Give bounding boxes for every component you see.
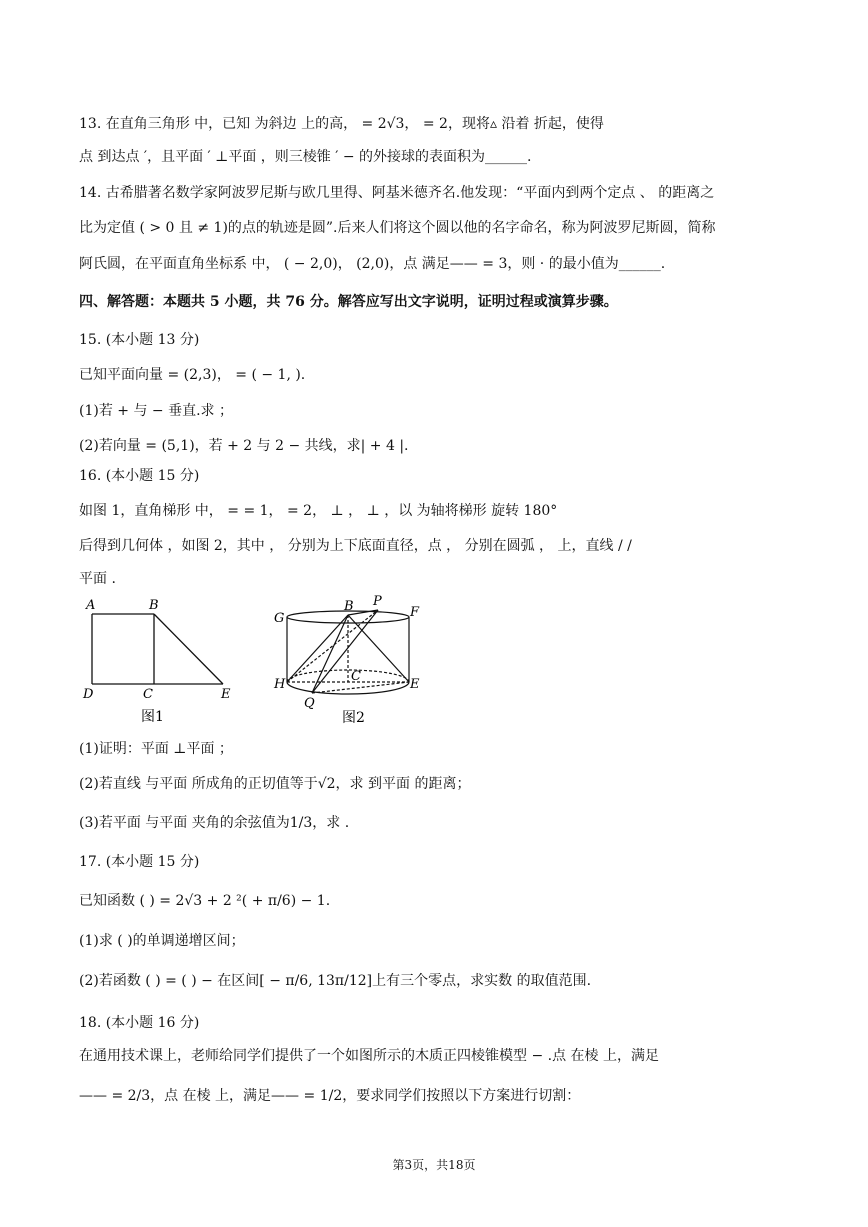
q14-line-3: 阿氏圆，在平面直角坐标系 中， ( − 2,0)， (2,0)，点 满足—— = 3，则 · 的最小值为______. bbox=[79, 256, 666, 272]
page-footer: 第3页，共18页 bbox=[392, 1158, 476, 1172]
q14-line-2: 比为定值 ( > 0 且 ≠ 1)的点的轨迹是圆”.后来人们将这个圆以他的名字命名，称为阿波罗尼斯圆，简称 bbox=[79, 220, 716, 236]
fig1-label-e: E bbox=[221, 687, 231, 702]
section-4-heading: 四、解答题：本题共 5 小题，共 76 分。解答应写出文字说明，证明过程或演算步骤。 bbox=[79, 294, 618, 310]
fig1-label-c: C bbox=[143, 687, 153, 702]
fig2-label-b: B bbox=[344, 599, 354, 614]
q16-stem-2: 后得到几何体 ，如图 2，其中 ， 分别为上下底面直径，点 ， 分别在圆弧 ， 上，直线 / / bbox=[79, 538, 632, 554]
q16-part-1: (1)证明：平面 ⊥平面 ； bbox=[79, 741, 233, 757]
fig2-line-bh bbox=[287, 615, 348, 682]
q17-part-1: (1)求 ( )的单调递增区间； bbox=[79, 933, 245, 949]
figure-1-trapezoid bbox=[80, 595, 240, 730]
q13-line-2: 点 到达点 ′，且平面 ′ ⊥平面 ，则三棱锥 ′ − 的外接球的表面积为______. bbox=[79, 149, 532, 165]
fig2-bottom-front-arc bbox=[287, 682, 409, 694]
q16-part-3: (3)若平面 与平面 夹角的余弦值为1/3，求 . bbox=[79, 815, 350, 831]
q14-line-1: 14. 古希腊著名数学家阿波罗尼斯与欧几里得、阿基米德齐名.他发现：“平面内到两个定点 、 的距离之 bbox=[79, 185, 715, 201]
q15-part-2: (2)若向量 = (5,1)，若 + 2 与 2 − 共线，求| + 4 |. bbox=[79, 438, 409, 454]
fig2-label-e: E bbox=[410, 677, 420, 692]
q15-stem: 已知平面向量 = (2,3)， = ( − 1, ). bbox=[79, 367, 306, 383]
q18-stem-1: 在通用技术课上，老师给同学们提供了一个如图所示的木质正四棱锥模型 − .点 在棱 上，满足 bbox=[79, 1048, 659, 1064]
fig1-label-a: A bbox=[86, 598, 96, 613]
fig2-label-q: Q bbox=[304, 696, 315, 711]
q18-heading: 18. (本小题 16 分) bbox=[79, 1015, 200, 1031]
fig2-caption: 图2 bbox=[342, 710, 365, 726]
fig2-label-p: P bbox=[373, 594, 382, 609]
figure-2-half-cylinder bbox=[268, 592, 428, 732]
fig1-label-d: D bbox=[83, 687, 94, 702]
fig1-edge-be bbox=[154, 614, 223, 684]
fig2-label-f: F bbox=[410, 605, 420, 620]
fig2-label-h: H bbox=[274, 677, 286, 692]
q17-heading: 17. (本小题 15 分) bbox=[79, 854, 200, 870]
fig2-label-c: C bbox=[351, 669, 361, 684]
q16-part-2: (2)若直线 与平面 所成角的正切值等于√2，求 到平面 的距离； bbox=[79, 776, 471, 792]
fig1-caption: 图1 bbox=[141, 709, 164, 725]
q16-stem-3: 平面 . bbox=[79, 571, 116, 587]
q15-part-1: (1)若 + 与 − 垂直.求 ； bbox=[79, 403, 233, 419]
q16-heading: 16. (本小题 15 分) bbox=[79, 468, 200, 484]
fig2-label-g: G bbox=[274, 611, 285, 626]
q15-heading: 15. (本小题 13 分) bbox=[79, 332, 200, 348]
q18-stem-2: —— = 2/3，点 在棱 上，满足—— = 1/2，要求同学们按照以下方案进行切割： bbox=[79, 1088, 581, 1104]
q17-stem: 已知函数 ( ) = 2√3 + 2 ²( + π/6) − 1. bbox=[79, 893, 331, 909]
q17-part-2: (2)若函数 ( ) = ( ) − 在区间[ − π/6, 13π/12]上有三个零点，求实数 的取值范围. bbox=[79, 973, 592, 989]
q16-stem-1: 如图 1，直角梯形 中， = = 1， = 2， ⊥ ， ⊥ ，以 为轴将梯形 旋转 180° bbox=[79, 503, 558, 519]
fig1-label-b: B bbox=[149, 598, 159, 613]
q13-line-1: 13. 在直角三角形 中，已知 为斜边 上的高， = 2√3， = 2，现将▵ 沿着 折起，使得 bbox=[79, 116, 604, 132]
